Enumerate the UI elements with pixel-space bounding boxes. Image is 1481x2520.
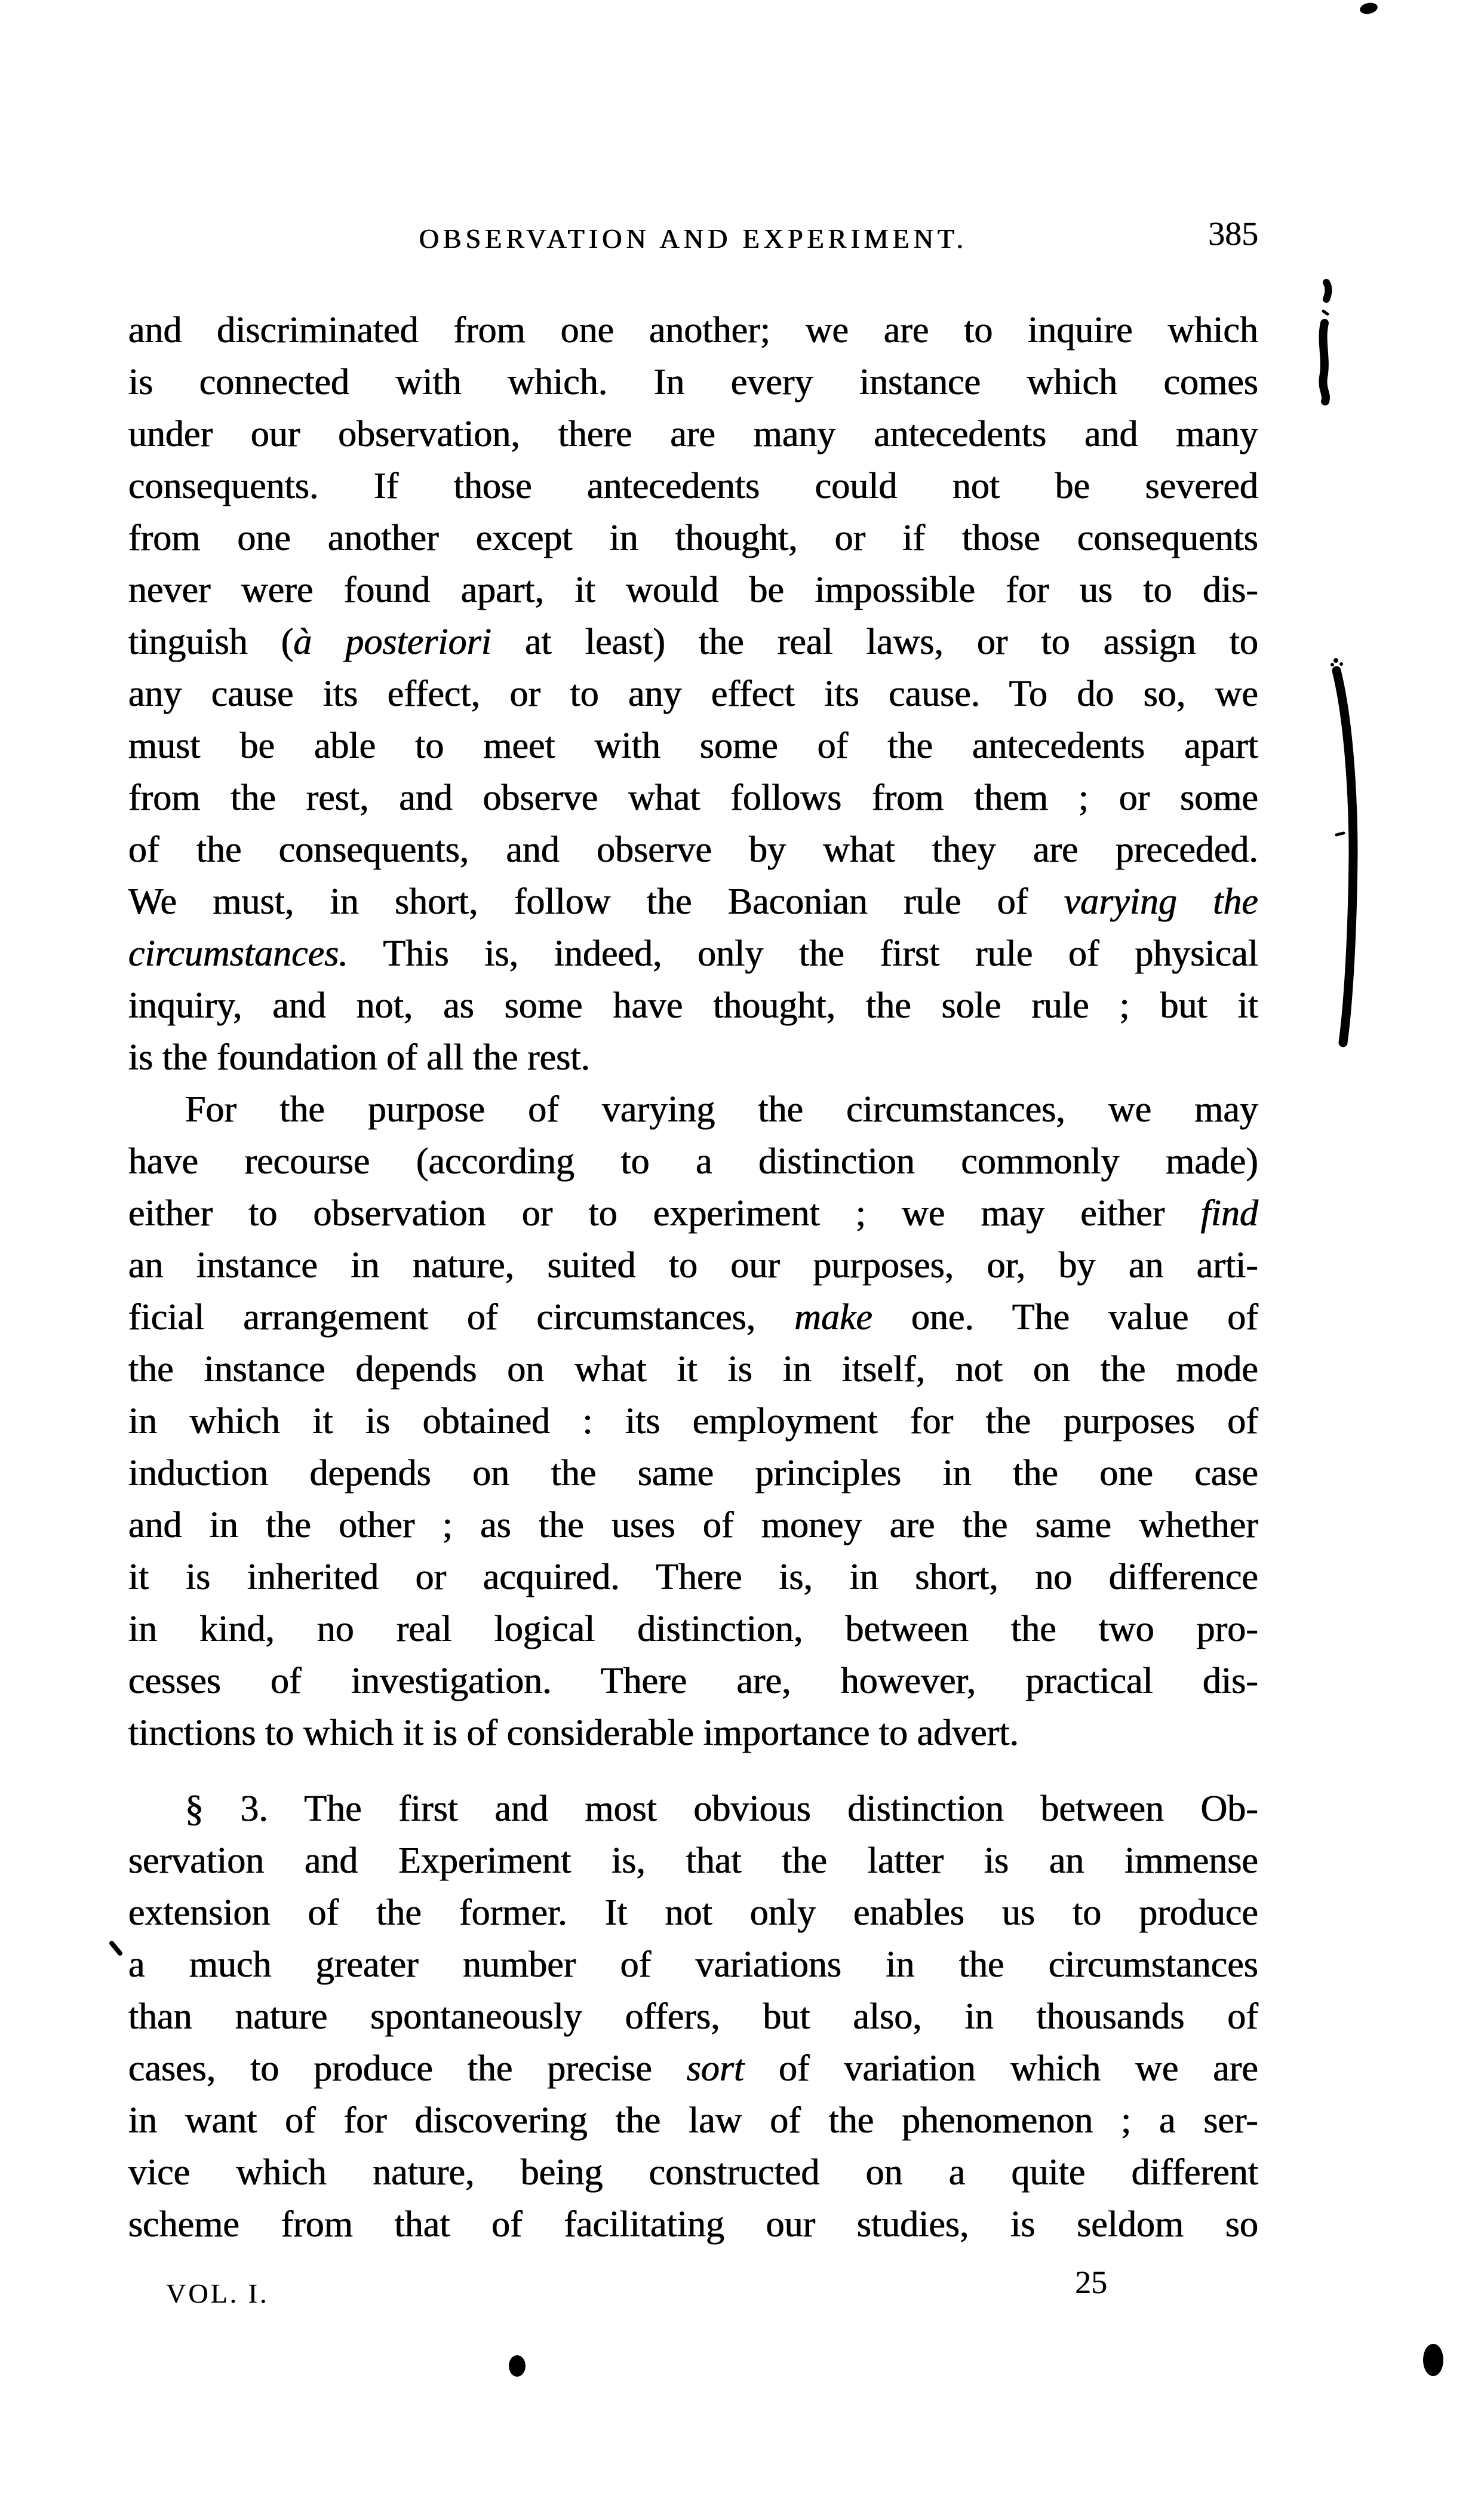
left-margin-tick-icon [112,1943,120,1953]
text-line [128,2043,1258,2095]
text-line [128,512,1258,564]
text-segment: ficial arrangement of circumstances, [128,1297,795,1338]
text-line [128,1084,1258,1136]
margin-stroke-short-icon [1323,282,1328,401]
text-line [128,1396,1258,1448]
text-line [128,357,1258,408]
text-segment: have recourse (according to a distinction commonly made) [128,1141,1258,1182]
text-segment: of the consequents, and observe by what they are preceded. [128,829,1258,870]
text-segment: and discriminated from one another; we are to inquire which [128,310,1258,351]
text-line [128,720,1258,772]
text-segment: under our observation, there are many antecedents and many [128,414,1258,454]
text-line [128,1991,1258,2043]
ink-dot-bottom-center-icon [509,2355,526,2377]
text-segment: consequents. If those antecedents could not be severed [128,466,1258,506]
text-segment: a much greater number of variations in the circumstances [128,1944,1258,1985]
text-line [128,876,1258,928]
text-segment: cesses of investigation. There are, however, practical dis- [128,1661,1258,1701]
text-segment: induction depends on the same principles in the one case [128,1453,1258,1493]
page-number: 385 [1208,216,1258,253]
text-segment: inquiry, and not, as some have thought, the sole rule ; but it [128,985,1258,1026]
text-line [128,1344,1258,1396]
text-segment: must be able to meet with some of the antecedents apart [128,726,1258,766]
text-line [128,668,1258,720]
text-line [128,1240,1258,1292]
text-line [128,564,1258,616]
italic-text: make [794,1297,873,1338]
text-segment: at least) the real laws, or to assign to [491,622,1259,662]
text-segment: it is inherited or acquired. There is, in short, no difference [128,1557,1258,1597]
text-segment: in which it is obtained : its employment for the purposes of [128,1401,1258,1442]
text-line [128,2147,1258,2199]
text-line [128,616,1258,668]
margin-dash-icon [1336,833,1344,835]
text-line [128,1188,1258,1240]
text-line [128,1835,1258,1887]
text-line [128,2199,1258,2251]
text-line [128,408,1258,460]
text-segment: is the foundation of all the rest. [128,1037,591,1078]
text-segment: servation and Experiment is, that the latter is an immense [128,1840,1258,1881]
text-segment: in kind, no real logical distinction, between the two pro- [128,1609,1258,1649]
text-line [128,1499,1258,1551]
text-segment: in want of for discovering the law of the phenomenon ; a ser- [128,2100,1258,2141]
text-segment: any cause its effect, or to any effect its cause. To do so, we [128,674,1258,714]
text-segment: We must, in short, follow the Baconian rule of [128,881,1064,922]
italic-text: sort [686,2048,745,2089]
text-line [128,1136,1258,1188]
text-line [128,1603,1258,1655]
italic-text: varying the [1064,881,1258,922]
italic-text: find [1200,1193,1258,1234]
text-line [128,1448,1258,1499]
text-segment: vice which nature, being constructed on a quite different [128,2152,1258,2193]
text-segment: one. The value of [872,1297,1259,1338]
italic-text: à posteriori [293,622,492,662]
body-text [128,305,1258,2251]
text-segment: either to observation or to experiment ; we may either [128,1193,1201,1234]
text-segment: tinctions to which it is of considerable importance to advert. [128,1713,1019,1753]
text-segment: an instance in nature, suited to our purposes, or, by an arti- [128,1245,1258,1286]
text-line [128,1292,1258,1344]
text-line [128,1655,1258,1707]
text-segment: This is, indeed, only the first rule of physical [348,933,1258,974]
text-line [128,1032,1258,1084]
text-segment: the instance depends on what it is in itself, not on the mode [128,1349,1258,1390]
text-line [128,772,1258,824]
text-line [128,460,1258,512]
text-segment: tinguish ( [128,622,294,662]
text-line [128,980,1258,1032]
chapter-header: OBSERVATION AND EXPERIMENT. [419,223,968,254]
text-line [128,1939,1258,1991]
italic-text: circumstances. [128,933,348,974]
text-line [128,1707,1258,1759]
text-line [128,1887,1258,1939]
text-line [128,305,1258,357]
text-segment: from the rest, and observe what follows from them ; or some [128,777,1258,818]
text-segment: scheme from that of facilitating our studies, is seldom so [128,2204,1258,2245]
text-segment: is connected with which. In every instance which comes [128,362,1258,402]
ink-speck-top-right-icon [1359,1,1378,16]
text-segment: extension of the former. It not only enables us to produce [128,1892,1258,1933]
running-header [128,216,1258,263]
text-line [128,928,1258,980]
text-line [128,1551,1258,1603]
text-segment: For the purpose of varying the circumstances, we may [185,1089,1258,1130]
section-gap [128,1759,1258,1783]
text-line [128,824,1258,876]
text-segment: and in the other ; as the uses of money are the same whether [128,1505,1258,1545]
text-segment: from one another except in thought, or if those consequents [128,518,1258,558]
signature-number: 25 [1075,2264,1107,2300]
ink-dot-bottom-right-icon [1423,2344,1443,2376]
margin-stroke-long-icon [1331,659,1353,1043]
volume-label: VOL. I. [166,2278,269,2309]
text-segment: of variation which we are [744,2048,1258,2089]
text-segment: cases, to produce the precise [128,2048,687,2089]
text-segment: than nature spontaneously offers, but also, in thousands of [128,1996,1258,2037]
text-line [128,2095,1258,2147]
text-line [128,1783,1258,1835]
text-segment: never were found apart, it would be impossible for us to dis- [128,570,1258,610]
text-segment: § 3. The first and most obvious distinction between Ob- [185,1788,1258,1829]
